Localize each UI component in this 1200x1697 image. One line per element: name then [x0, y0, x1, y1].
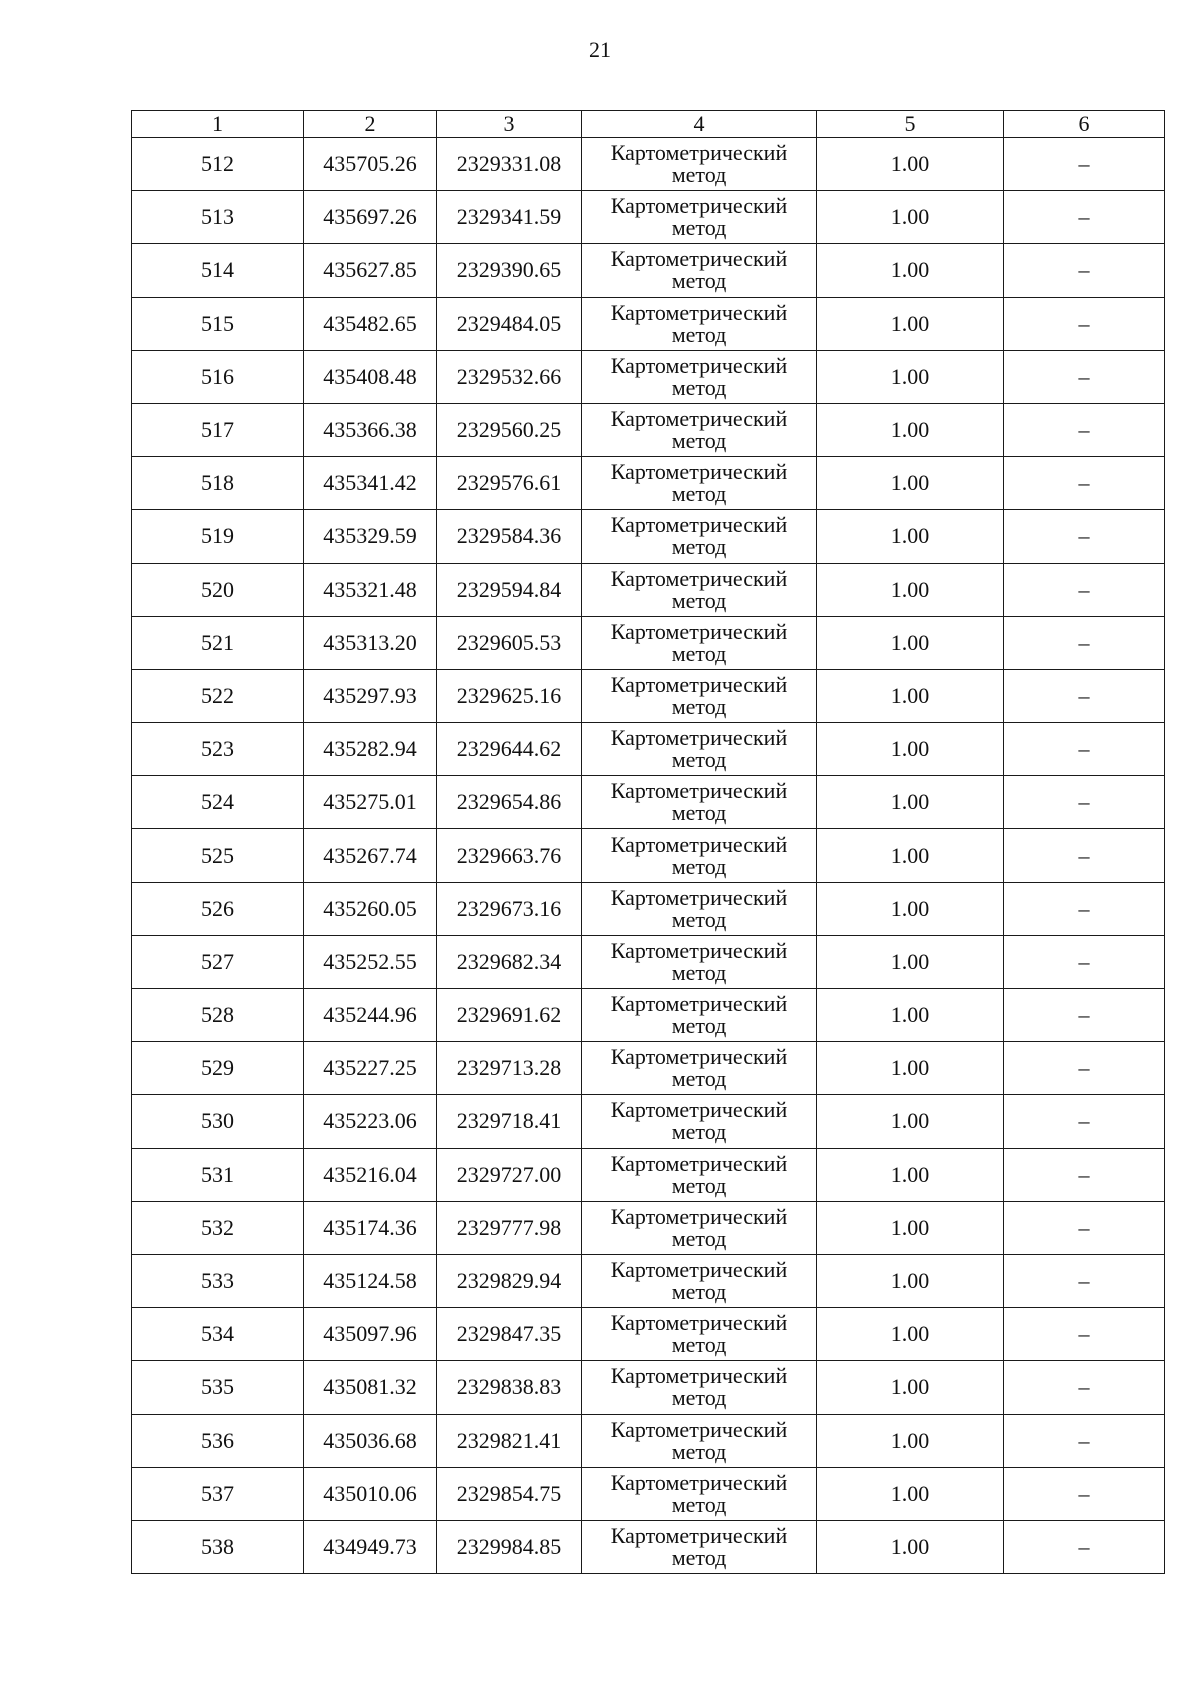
x-coordinate-cell: 435366.38: [304, 403, 437, 456]
x-coordinate-cell: 435282.94: [304, 723, 437, 776]
point-number-cell: 513: [132, 191, 304, 244]
table-row: [132, 776, 1165, 829]
method-line-2: метод: [671, 268, 727, 294]
table-row: [132, 563, 1165, 616]
x-coordinate-cell: 435313.20: [304, 616, 437, 669]
y-coordinate-cell: 2329663.76: [437, 829, 582, 882]
header-row: [132, 111, 1165, 138]
method-cell: [582, 1467, 817, 1520]
y-coordinate-cell: 2329847.35: [437, 1308, 582, 1361]
method-line-2: метод: [671, 321, 727, 347]
y-coordinate-cell: 2329984.85: [437, 1520, 582, 1573]
point-number-cell: 533: [132, 1254, 304, 1307]
point-number-cell: 518: [132, 457, 304, 510]
accuracy-cell: 1.00: [817, 935, 1004, 988]
method-line-1: Картометрический: [610, 1522, 788, 1548]
accuracy-cell: 1.00: [817, 989, 1004, 1042]
method-line-2: метод: [671, 1438, 727, 1464]
accuracy-cell: 1.00: [817, 510, 1004, 563]
method-line-2: метод: [671, 1332, 727, 1358]
note-cell: –: [1004, 138, 1165, 191]
accuracy-cell: 1.00: [817, 1201, 1004, 1254]
accuracy-cell: 1.00: [817, 882, 1004, 935]
method-line-2: метод: [671, 800, 727, 826]
method-line-1: Картометрический: [610, 1257, 788, 1283]
note-cell: –: [1004, 297, 1165, 350]
method-cell: [582, 1308, 817, 1361]
y-coordinate-cell: 2329484.05: [437, 297, 582, 350]
note-cell: –: [1004, 1467, 1165, 1520]
method-line-2: метод: [671, 162, 727, 188]
table-row: [132, 1254, 1165, 1307]
x-coordinate-cell: 435097.96: [304, 1308, 437, 1361]
method-line-1: Картометрический: [610, 991, 788, 1017]
table-row: [132, 1148, 1165, 1201]
method-line-1: Картометрический: [610, 193, 788, 219]
method-cell: [582, 616, 817, 669]
table-row: [132, 457, 1165, 510]
method-cell: [582, 1095, 817, 1148]
point-number-cell: 520: [132, 563, 304, 616]
point-number-cell: 517: [132, 403, 304, 456]
point-number-cell: 529: [132, 1042, 304, 1095]
y-coordinate-cell: 2329713.28: [437, 1042, 582, 1095]
method-line-2: метод: [671, 640, 727, 666]
y-coordinate-cell: 2329654.86: [437, 776, 582, 829]
table-row: [132, 403, 1165, 456]
accuracy-cell: 1.00: [817, 244, 1004, 297]
method-line-2: метод: [671, 215, 727, 241]
method-line-2: метод: [671, 1119, 727, 1145]
point-number-cell: 528: [132, 989, 304, 1042]
x-coordinate-cell: 435252.55: [304, 935, 437, 988]
note-cell: –: [1004, 244, 1165, 297]
table-row: [132, 669, 1165, 722]
point-number-cell: 523: [132, 723, 304, 776]
table-row: [132, 297, 1165, 350]
point-number-cell: 515: [132, 297, 304, 350]
table-row: [132, 138, 1165, 191]
table-row: [132, 1095, 1165, 1148]
note-cell: –: [1004, 723, 1165, 776]
table-row: [132, 1201, 1165, 1254]
note-cell: –: [1004, 1201, 1165, 1254]
method-line-2: метод: [671, 1491, 727, 1517]
method-line-1: Картометрический: [610, 352, 788, 378]
method-cell: [582, 138, 817, 191]
note-cell: –: [1004, 1148, 1165, 1201]
note-cell: –: [1004, 1308, 1165, 1361]
table-row: [132, 1414, 1165, 1467]
accuracy-cell: 1.00: [817, 1042, 1004, 1095]
y-coordinate-cell: 2329673.16: [437, 882, 582, 935]
column-header-3: 3: [437, 111, 582, 138]
method-line-2: метод: [671, 906, 727, 932]
table-header: [132, 111, 1165, 138]
method-line-2: метод: [671, 1066, 727, 1092]
y-coordinate-cell: 2329605.53: [437, 616, 582, 669]
table-row: [132, 510, 1165, 563]
method-line-2: метод: [671, 587, 727, 613]
table-body: [132, 138, 1165, 1574]
x-coordinate-cell: 435036.68: [304, 1414, 437, 1467]
x-coordinate-cell: 435174.36: [304, 1201, 437, 1254]
method-cell: [582, 563, 817, 616]
accuracy-cell: 1.00: [817, 1095, 1004, 1148]
point-number-cell: 512: [132, 138, 304, 191]
table-row: [132, 989, 1165, 1042]
y-coordinate-cell: 2329829.94: [437, 1254, 582, 1307]
method-line-2: метод: [671, 1544, 727, 1570]
method-line-1: Картометрический: [610, 831, 788, 857]
note-cell: –: [1004, 1254, 1165, 1307]
accuracy-cell: 1.00: [817, 616, 1004, 669]
y-coordinate-cell: 2329341.59: [437, 191, 582, 244]
method-line-1: Картометрический: [610, 618, 788, 644]
point-number-cell: 536: [132, 1414, 304, 1467]
method-line-1: Картометрический: [610, 1044, 788, 1070]
x-coordinate-cell: 435223.06: [304, 1095, 437, 1148]
point-number-cell: 522: [132, 669, 304, 722]
method-line-1: Картометрический: [610, 565, 788, 591]
point-number-cell: 527: [132, 935, 304, 988]
note-cell: –: [1004, 989, 1165, 1042]
y-coordinate-cell: 2329838.83: [437, 1361, 582, 1414]
y-coordinate-cell: 2329390.65: [437, 244, 582, 297]
method-cell: [582, 1042, 817, 1095]
note-cell: –: [1004, 776, 1165, 829]
method-line-1: Картометрический: [610, 299, 788, 325]
note-cell: –: [1004, 829, 1165, 882]
note-cell: –: [1004, 350, 1165, 403]
method-line-2: метод: [671, 534, 727, 560]
method-line-1: Картометрический: [610, 1097, 788, 1123]
y-coordinate-cell: 2329532.66: [437, 350, 582, 403]
method-line-1: Картометрический: [610, 671, 788, 697]
y-coordinate-cell: 2329560.25: [437, 403, 582, 456]
note-cell: –: [1004, 1520, 1165, 1573]
method-line-2: метод: [671, 1013, 727, 1039]
table-row: [132, 350, 1165, 403]
table-row: [132, 1520, 1165, 1573]
method-line-1: Картометрический: [610, 1416, 788, 1442]
method-line-1: Картометрический: [610, 884, 788, 910]
x-coordinate-cell: 435267.74: [304, 829, 437, 882]
method-cell: [582, 350, 817, 403]
method-line-1: Картометрический: [610, 725, 788, 751]
method-cell: [582, 510, 817, 563]
accuracy-cell: 1.00: [817, 829, 1004, 882]
column-header-5: 5: [817, 111, 1004, 138]
y-coordinate-cell: 2329644.62: [437, 723, 582, 776]
y-coordinate-cell: 2329718.41: [437, 1095, 582, 1148]
y-coordinate-cell: 2329777.98: [437, 1201, 582, 1254]
method-cell: [582, 1148, 817, 1201]
method-line-1: Картометрический: [610, 1203, 788, 1229]
x-coordinate-cell: 435260.05: [304, 882, 437, 935]
point-number-cell: 532: [132, 1201, 304, 1254]
method-line-2: метод: [671, 959, 727, 985]
note-cell: –: [1004, 935, 1165, 988]
method-line-2: метод: [671, 428, 727, 454]
accuracy-cell: 1.00: [817, 191, 1004, 244]
accuracy-cell: 1.00: [817, 1254, 1004, 1307]
point-number-cell: 519: [132, 510, 304, 563]
method-cell: [582, 882, 817, 935]
x-coordinate-cell: 435627.85: [304, 244, 437, 297]
x-coordinate-cell: 435482.65: [304, 297, 437, 350]
method-cell: [582, 191, 817, 244]
column-header-4: 4: [582, 111, 817, 138]
x-coordinate-cell: 435081.32: [304, 1361, 437, 1414]
method-cell: [582, 457, 817, 510]
table-row: [132, 829, 1165, 882]
accuracy-cell: 1.00: [817, 138, 1004, 191]
accuracy-cell: 1.00: [817, 1308, 1004, 1361]
y-coordinate-cell: 2329584.36: [437, 510, 582, 563]
accuracy-cell: 1.00: [817, 1520, 1004, 1573]
method-line-1: Картометрический: [610, 1150, 788, 1176]
method-cell: [582, 776, 817, 829]
accuracy-cell: 1.00: [817, 350, 1004, 403]
y-coordinate-cell: 2329691.62: [437, 989, 582, 1042]
note-cell: –: [1004, 510, 1165, 563]
table-row: [132, 723, 1165, 776]
y-coordinate-cell: 2329331.08: [437, 138, 582, 191]
x-coordinate-cell: 435227.25: [304, 1042, 437, 1095]
point-number-cell: 516: [132, 350, 304, 403]
method-line-1: Картометрический: [610, 246, 788, 272]
point-number-cell: 538: [132, 1520, 304, 1573]
note-cell: –: [1004, 1095, 1165, 1148]
column-header-1: 1: [132, 111, 304, 138]
coordinates-table: [131, 110, 1165, 1574]
table-row: [132, 616, 1165, 669]
method-line-2: метод: [671, 1385, 727, 1411]
method-line-2: метод: [671, 747, 727, 773]
x-coordinate-cell: 435244.96: [304, 989, 437, 1042]
method-cell: [582, 723, 817, 776]
method-cell: [582, 1361, 817, 1414]
column-header-2: 2: [304, 111, 437, 138]
point-number-cell: 514: [132, 244, 304, 297]
y-coordinate-cell: 2329682.34: [437, 935, 582, 988]
accuracy-cell: 1.00: [817, 1467, 1004, 1520]
table-row: [132, 1308, 1165, 1361]
x-coordinate-cell: 435329.59: [304, 510, 437, 563]
note-cell: –: [1004, 669, 1165, 722]
x-coordinate-cell: 435697.26: [304, 191, 437, 244]
point-number-cell: 521: [132, 616, 304, 669]
accuracy-cell: 1.00: [817, 457, 1004, 510]
point-number-cell: 526: [132, 882, 304, 935]
x-coordinate-cell: 435705.26: [304, 138, 437, 191]
table-row: [132, 882, 1165, 935]
method-line-2: метод: [671, 853, 727, 879]
method-line-2: метод: [671, 693, 727, 719]
accuracy-cell: 1.00: [817, 776, 1004, 829]
x-coordinate-cell: 435408.48: [304, 350, 437, 403]
y-coordinate-cell: 2329727.00: [437, 1148, 582, 1201]
column-header-6: 6: [1004, 111, 1165, 138]
method-line-2: метод: [671, 374, 727, 400]
method-line-1: Картометрический: [610, 406, 788, 432]
method-cell: [582, 244, 817, 297]
method-cell: [582, 935, 817, 988]
x-coordinate-cell: 435297.93: [304, 669, 437, 722]
table-row: [132, 1467, 1165, 1520]
method-line-1: Картометрический: [610, 1310, 788, 1336]
x-coordinate-cell: 435275.01: [304, 776, 437, 829]
method-cell: [582, 403, 817, 456]
table-row: [132, 1042, 1165, 1095]
accuracy-cell: 1.00: [817, 669, 1004, 722]
y-coordinate-cell: 2329854.75: [437, 1467, 582, 1520]
method-cell: [582, 1520, 817, 1573]
method-line-1: Картометрический: [610, 140, 788, 166]
point-number-cell: 535: [132, 1361, 304, 1414]
method-cell: [582, 1254, 817, 1307]
method-cell: [582, 989, 817, 1042]
table-row: [132, 191, 1165, 244]
x-coordinate-cell: 435124.58: [304, 1254, 437, 1307]
method-line-1: Картометрический: [610, 1363, 788, 1389]
point-number-cell: 537: [132, 1467, 304, 1520]
table-row: [132, 1361, 1165, 1414]
method-cell: [582, 297, 817, 350]
method-line-2: метод: [671, 1225, 727, 1251]
accuracy-cell: 1.00: [817, 1148, 1004, 1201]
method-line-2: метод: [671, 1279, 727, 1305]
x-coordinate-cell: 435341.42: [304, 457, 437, 510]
accuracy-cell: 1.00: [817, 297, 1004, 350]
method-cell: [582, 1201, 817, 1254]
note-cell: –: [1004, 616, 1165, 669]
table-row: [132, 935, 1165, 988]
point-number-cell: 524: [132, 776, 304, 829]
x-coordinate-cell: 435010.06: [304, 1467, 437, 1520]
note-cell: –: [1004, 1042, 1165, 1095]
method-cell: [582, 669, 817, 722]
method-line-2: метод: [671, 1172, 727, 1198]
y-coordinate-cell: 2329594.84: [437, 563, 582, 616]
note-cell: –: [1004, 403, 1165, 456]
x-coordinate-cell: 435216.04: [304, 1148, 437, 1201]
method-line-1: Картометрический: [610, 1469, 788, 1495]
accuracy-cell: 1.00: [817, 403, 1004, 456]
accuracy-cell: 1.00: [817, 563, 1004, 616]
point-number-cell: 531: [132, 1148, 304, 1201]
method-cell: [582, 829, 817, 882]
x-coordinate-cell: 434949.73: [304, 1520, 437, 1573]
method-line-1: Картометрический: [610, 512, 788, 538]
y-coordinate-cell: 2329625.16: [437, 669, 582, 722]
point-number-cell: 530: [132, 1095, 304, 1148]
note-cell: –: [1004, 191, 1165, 244]
method-line-1: Картометрический: [610, 459, 788, 485]
y-coordinate-cell: 2329821.41: [437, 1414, 582, 1467]
method-cell: [582, 1414, 817, 1467]
method-line-1: Картометрический: [610, 937, 788, 963]
accuracy-cell: 1.00: [817, 1414, 1004, 1467]
accuracy-cell: 1.00: [817, 723, 1004, 776]
point-number-cell: 534: [132, 1308, 304, 1361]
note-cell: –: [1004, 563, 1165, 616]
method-line-1: Картометрический: [610, 778, 788, 804]
note-cell: –: [1004, 457, 1165, 510]
point-number-cell: 525: [132, 829, 304, 882]
note-cell: –: [1004, 882, 1165, 935]
y-coordinate-cell: 2329576.61: [437, 457, 582, 510]
note-cell: –: [1004, 1361, 1165, 1414]
method-line-2: метод: [671, 481, 727, 507]
table-row: [132, 244, 1165, 297]
x-coordinate-cell: 435321.48: [304, 563, 437, 616]
accuracy-cell: 1.00: [817, 1361, 1004, 1414]
note-cell: –: [1004, 1414, 1165, 1467]
page-number: 21: [589, 37, 611, 62]
